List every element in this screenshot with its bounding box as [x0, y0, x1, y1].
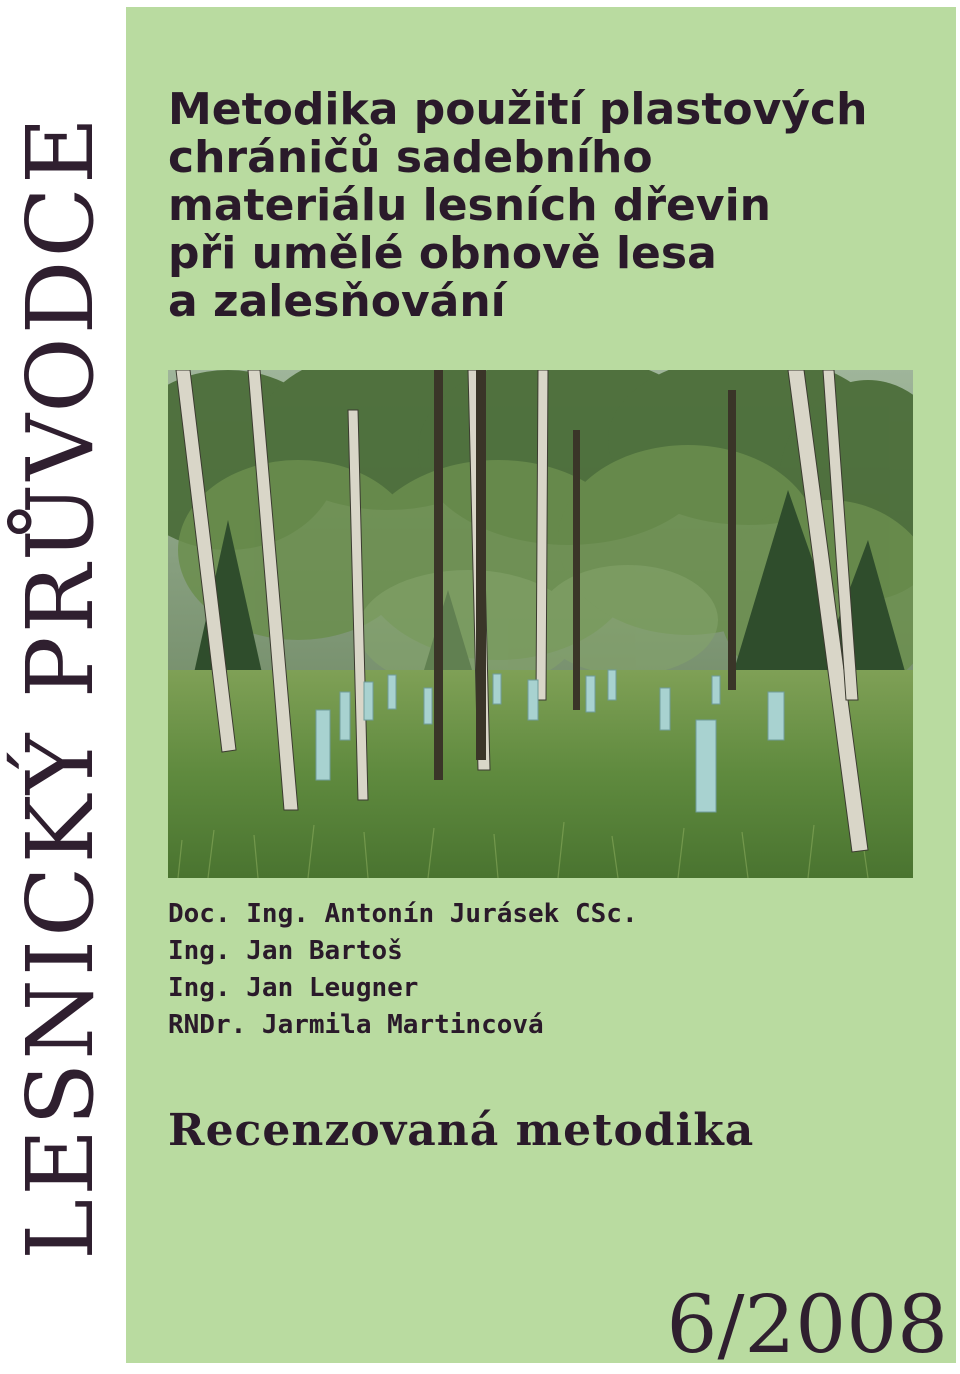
issue-number: 6/2008 [666, 1278, 948, 1371]
title-line: Metodika použití plastových [168, 84, 868, 135]
title-line: materiálu lesních dřevin [168, 180, 771, 231]
forest-illustration [168, 370, 913, 878]
subtitle: Recenzovaná metodika [168, 1105, 755, 1156]
title-line: a zalesňování [168, 276, 506, 327]
main-title [168, 86, 938, 326]
author: Ing. Jan Bartoš [168, 936, 403, 966]
title-line: chráničů sadebního [168, 132, 653, 183]
authors-list [168, 896, 928, 1044]
forest-photo [168, 370, 913, 878]
author: Ing. Jan Leugner [168, 973, 419, 1003]
author: RNDr. Jarmila Martincová [168, 1010, 544, 1040]
title-line: při umělé obnově lesa [168, 228, 717, 279]
series-title: LESNICKÝ PRŮVODCE [7, 114, 114, 1261]
series-band [0, 0, 122, 1374]
author: Doc. Ing. Antonín Jurásek CSc. [168, 899, 638, 929]
